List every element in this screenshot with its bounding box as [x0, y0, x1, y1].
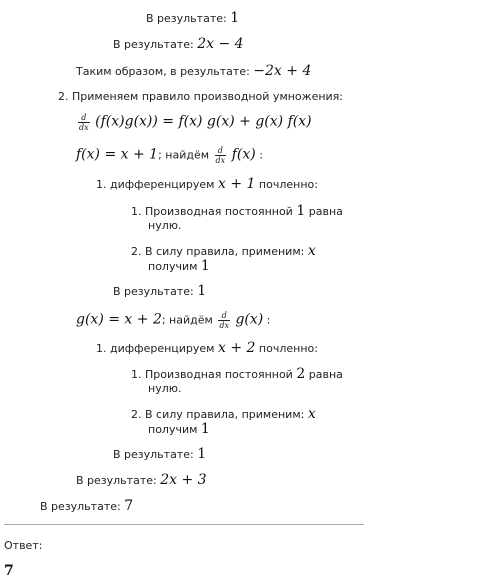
f-definition: [76, 146, 263, 165]
result-label: В результате:: [76, 474, 157, 487]
g-substep-1-cont: нулю.: [148, 382, 182, 395]
step-number: 1.: [96, 342, 107, 355]
answer-value: 7: [4, 563, 14, 579]
substep-var: x: [307, 406, 316, 422]
divider: [4, 524, 364, 525]
result-math: 1: [230, 10, 240, 26]
g-substep-2-cont: получим 1: [148, 421, 210, 437]
step-text: дифференцируем: [110, 342, 215, 355]
result-math: 2x + 3: [160, 472, 207, 488]
answer-label: Ответ:: [4, 539, 43, 552]
result-math: 7: [124, 498, 134, 514]
f-sep: ; найдём: [158, 148, 210, 162]
step-number: 2.: [58, 90, 69, 103]
f-substep-1-cont: нулю.: [148, 219, 182, 232]
f-target: f(x): [231, 146, 256, 163]
substep-text: В силу правила, применим:: [145, 408, 305, 421]
derivative-operator: $\frac{d}{dx}$: [79, 113, 89, 132]
result-line-1: [146, 10, 239, 27]
step-number: 1.: [96, 178, 107, 191]
substep-tail: равна: [308, 368, 343, 381]
result-math: 1: [197, 283, 207, 299]
step-expr: x + 2: [217, 340, 256, 356]
result-label: В результате:: [146, 12, 227, 25]
result-math: 1: [197, 446, 207, 462]
total-result: [40, 498, 133, 515]
g-result: [113, 446, 206, 463]
result-label: В результате:: [113, 285, 194, 298]
result-line-2: [113, 36, 244, 53]
f-substep-2-cont: получим 1: [148, 258, 210, 274]
substep-value: 2: [296, 366, 306, 382]
result-label: В результате:: [40, 500, 121, 513]
f-def-math: f(x) = x + 1: [76, 146, 159, 163]
substep-value: 1: [296, 203, 306, 219]
substep-value: 1: [200, 258, 210, 274]
f-result: [113, 283, 206, 300]
result-line-3: [76, 63, 311, 80]
result-label: Таким образом, в результате:: [76, 65, 250, 78]
substep-text: Производная постоянной: [145, 368, 293, 381]
substep-number: 1.: [131, 368, 142, 381]
g-sep: ; найдём: [161, 313, 213, 327]
derivative-operator: $\frac{d}{dx}$: [219, 311, 229, 330]
step-expr: x + 1: [217, 176, 256, 192]
g-step-1: [96, 340, 318, 357]
step-text: Применяем правило производной умножения:: [72, 90, 344, 103]
colon: :: [259, 148, 263, 162]
step-2-heading: [58, 89, 343, 105]
substep-text: Производная постоянной: [145, 205, 293, 218]
step-tail: почленно:: [258, 178, 318, 191]
substep-value: 1: [200, 421, 210, 437]
substep-text: В силу правила, применим:: [145, 245, 305, 258]
g-def-math: g(x) = x + 2: [76, 311, 162, 328]
product-rule-formula: [76, 113, 312, 132]
g-target: g(x): [235, 311, 264, 328]
substep-number: 1.: [131, 205, 142, 218]
formula-text: (f(x)g(x)) = f(x) g(x) + g(x) f(x): [95, 113, 312, 130]
product-result: [76, 472, 207, 489]
result-math: 2x − 4: [197, 36, 244, 52]
colon: :: [266, 313, 271, 327]
result-math: −2x + 4: [253, 63, 312, 79]
result-label: В результате:: [113, 38, 194, 51]
step-text: дифференцируем: [110, 178, 215, 191]
f-step-1: [96, 176, 318, 193]
substep-number: 2.: [131, 245, 142, 258]
substep-number: 2.: [131, 408, 142, 421]
step-tail: почленно:: [258, 342, 318, 355]
derivative-operator: $\frac{d}{dx}$: [215, 146, 226, 165]
result-label: В результате:: [113, 448, 194, 461]
g-definition: [76, 311, 270, 330]
substep-var: x: [307, 243, 316, 259]
substep-tail: равна: [308, 205, 343, 218]
